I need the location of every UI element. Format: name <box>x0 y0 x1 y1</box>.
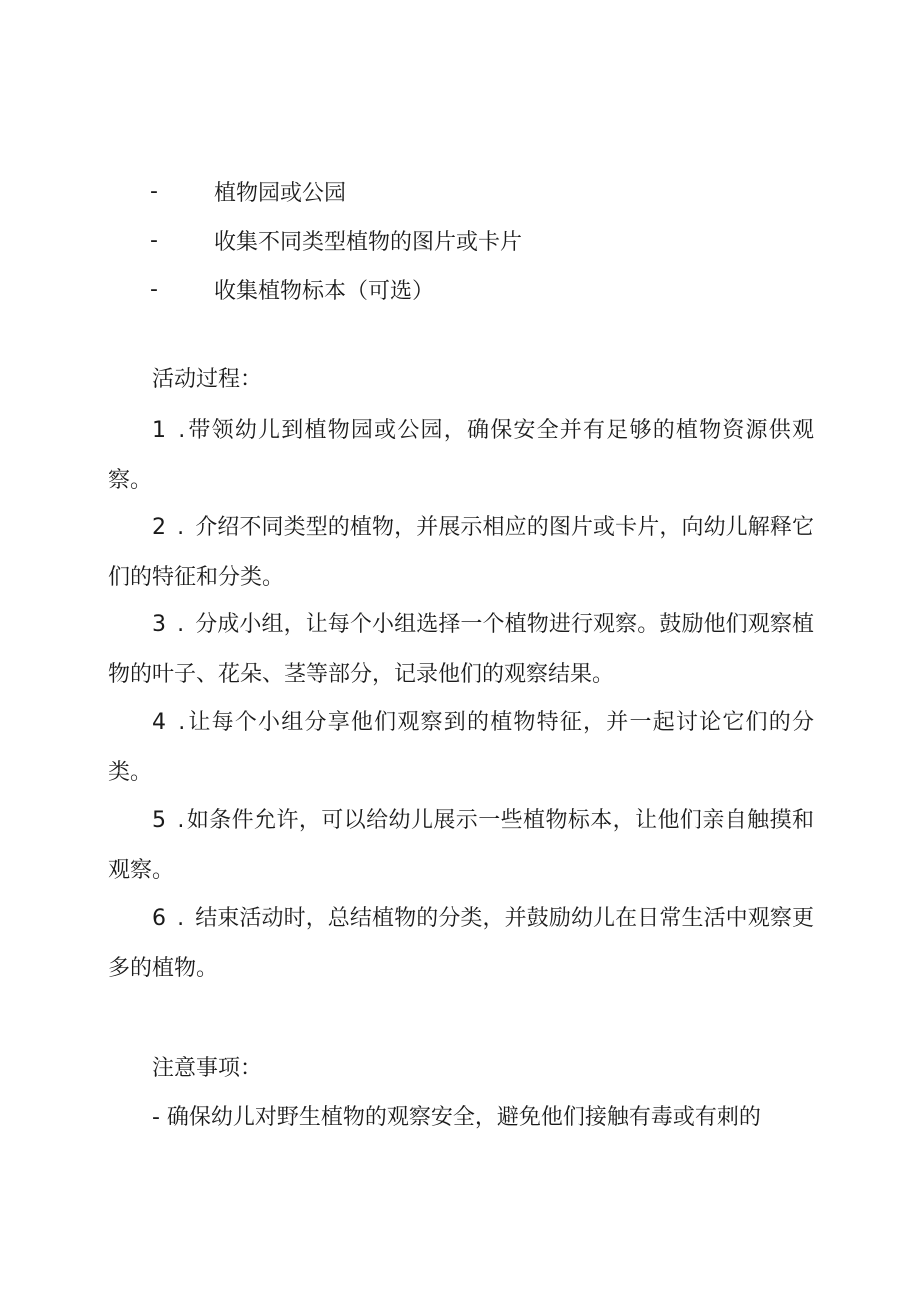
material-text: 植物园或公园 <box>214 180 347 206</box>
step-number: 3 . <box>152 612 196 637</box>
step-number: 2 . <box>152 515 196 540</box>
notes-heading: 注意事项： <box>152 1056 263 1081</box>
step-text: 让每个小组分享他们观察到的植物特征，并一起讨论它们的分类。 <box>108 710 814 785</box>
process-step <box>108 600 814 700</box>
material-item <box>150 174 346 208</box>
material-text: 收集植物标本（可选） <box>214 278 435 304</box>
list-dash: - <box>150 276 158 302</box>
process-step <box>108 698 814 798</box>
step-number: 5 . <box>152 808 187 833</box>
list-dash: - <box>150 178 158 204</box>
step-text: 分成小组，让每个小组选择一个植物进行观察。鼓励他们观察植物的叶子、花朵、茎等部分，记录他们的观察结果。 <box>108 612 814 687</box>
step-text: 结束活动时，总结植物的分类，并鼓励幼儿在日常生活中观察更多的植物。 <box>108 906 814 981</box>
step-text: 介绍不同类型的植物，并展示相应的图片或卡片，向幼儿解释它们的特征和分类。 <box>108 515 814 590</box>
step-number: 1 . <box>152 418 188 443</box>
step-text: 带领幼儿到植物园或公园，确保安全并有足够的植物资源供观察。 <box>108 418 814 493</box>
material-text: 收集不同类型植物的图片或卡片 <box>214 229 523 255</box>
step-text: 如条件允许，可以给幼儿展示一些植物标本，让他们亲自触摸和观察。 <box>108 808 814 883</box>
process-step <box>108 894 814 994</box>
step-number: 6 . <box>152 906 196 931</box>
process-step <box>108 406 814 506</box>
step-number: 4 . <box>152 710 188 735</box>
list-dash: - <box>150 227 158 253</box>
process-step <box>108 796 814 896</box>
note-item: - 确保幼儿对野生植物的观察安全，避免他们接触有毒或有刺的 <box>152 1105 761 1130</box>
process-step <box>108 503 814 603</box>
material-item <box>150 223 522 257</box>
process-heading: 活动过程： <box>152 367 263 392</box>
material-item <box>150 272 434 306</box>
